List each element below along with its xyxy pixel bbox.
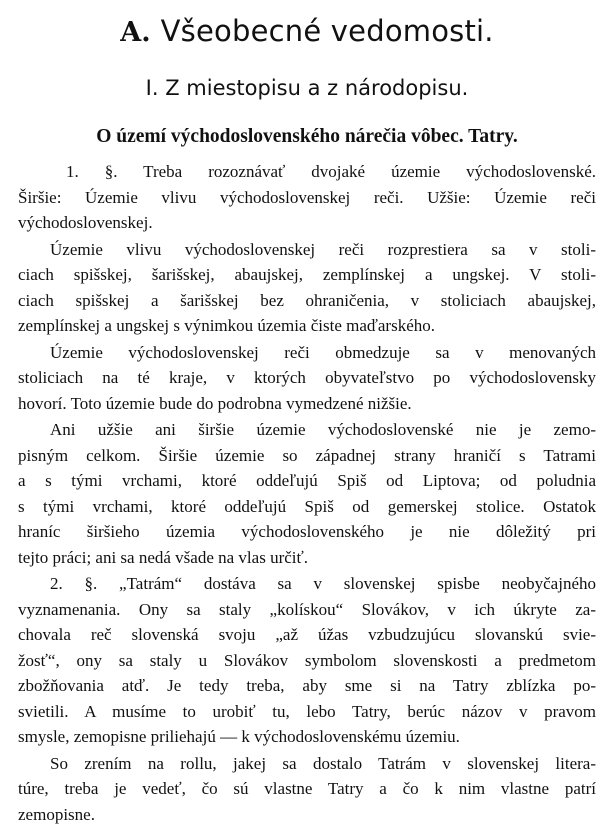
paragraph	[18, 340, 596, 417]
text-line: 2. §. „Tatrám“ dostáva sa v slovenskej spisbe neobyčajného	[18, 571, 596, 597]
heading-letter: A.	[120, 17, 150, 48]
section-title: O území východoslovenského nárečia vôbec. Tatry.	[18, 123, 596, 151]
text-line: tejto práci; ani sa nedá všade na vlas určiť.	[18, 545, 596, 571]
paragraph	[18, 417, 596, 570]
text-line: a s tými vrchami, ktoré oddeľujú Spiš od Liptova; od poludnia	[18, 468, 596, 494]
text-line: zemplínskej a ungskej s výnimkou územia čiste maďarského.	[18, 313, 596, 339]
text-line: východoslovenskej.	[18, 210, 596, 236]
heading-title: Všeobecné vedomosti.	[161, 14, 494, 48]
text-line: Ani užšie ani širšie územie východoslovenské nie je zemo-	[18, 417, 596, 443]
text-line: vyznamenania. Ony sa staly „kolískou“ Slovákov, v ich úkryte za-	[18, 597, 596, 623]
text-line: smysle, zemopisne priliehajú — k východoslovenskému územiu.	[18, 724, 596, 750]
paragraph	[18, 237, 596, 339]
paragraph	[18, 159, 596, 236]
text-line: pisným celkom. Širšie územie so západnej strany hraničí s Tatrami	[18, 443, 596, 469]
text-line: žosť“, ony sa staly u Slovákov symbolom slovenskosti a predmetom	[18, 648, 596, 674]
text-line: túre, treba je vedeť, čo sú vlastne Tatry a čo k nim vlastne patrí	[18, 776, 596, 802]
text-line: ciach spišskej, šarišskej, abaujskej, zemplínskej a ungskej. V stoli-	[18, 262, 596, 288]
text-line: 1. §. Treba rozoznávať dvojaké územie východoslovenské.	[18, 159, 596, 185]
main-heading	[18, 10, 596, 58]
text-line: zemopisne.	[18, 802, 596, 827]
text-line: chovala reč slovenská svoju „až úžas vzbudzujúcu slovanskú svie-	[18, 622, 596, 648]
text-line: s tými vrchami, ktoré oddeľujú Spiš od gemerskej stolice. Ostatok	[18, 494, 596, 520]
text-line: hovorí. Toto územie bude do podrobna vymedzené nižšie.	[18, 391, 596, 417]
text-line: stoliciach na té kraje, v ktorých obyvateľstvo po východoslovensky	[18, 365, 596, 391]
text-line: So zrením na rollu, jakej sa dostalo Tatrám v slovenskej litera-	[18, 751, 596, 777]
paragraph	[18, 571, 596, 750]
text-line: ciach spišskej a šarišskej bez ohraničenia, v stoliciach abaujskej,	[18, 288, 596, 314]
paragraph	[18, 751, 596, 827]
text-line: Územie východoslovenskej reči obmedzuje sa v menovaných	[18, 340, 596, 366]
text-line: svietili. A musíme to urobiť tu, lebo Tatry, berúc názov v pravom	[18, 699, 596, 725]
text-line: Územie vlivu východoslovenskej reči rozprestiera sa v stoli-	[18, 237, 596, 263]
text-line: zbožňovania atď. Je tedy treba, aby sme si na Tatry zblízka po-	[18, 673, 596, 699]
body-text	[18, 159, 596, 827]
subheading: I. Z miestopisu a z národopisu.	[18, 73, 596, 103]
text-line: hraníc širšieho územia východoslovenského je nie dôležitý pri	[18, 519, 596, 545]
text-line: Širšie: Územie vlivu východoslovenskej reči. Užšie: Územie reči	[18, 185, 596, 211]
